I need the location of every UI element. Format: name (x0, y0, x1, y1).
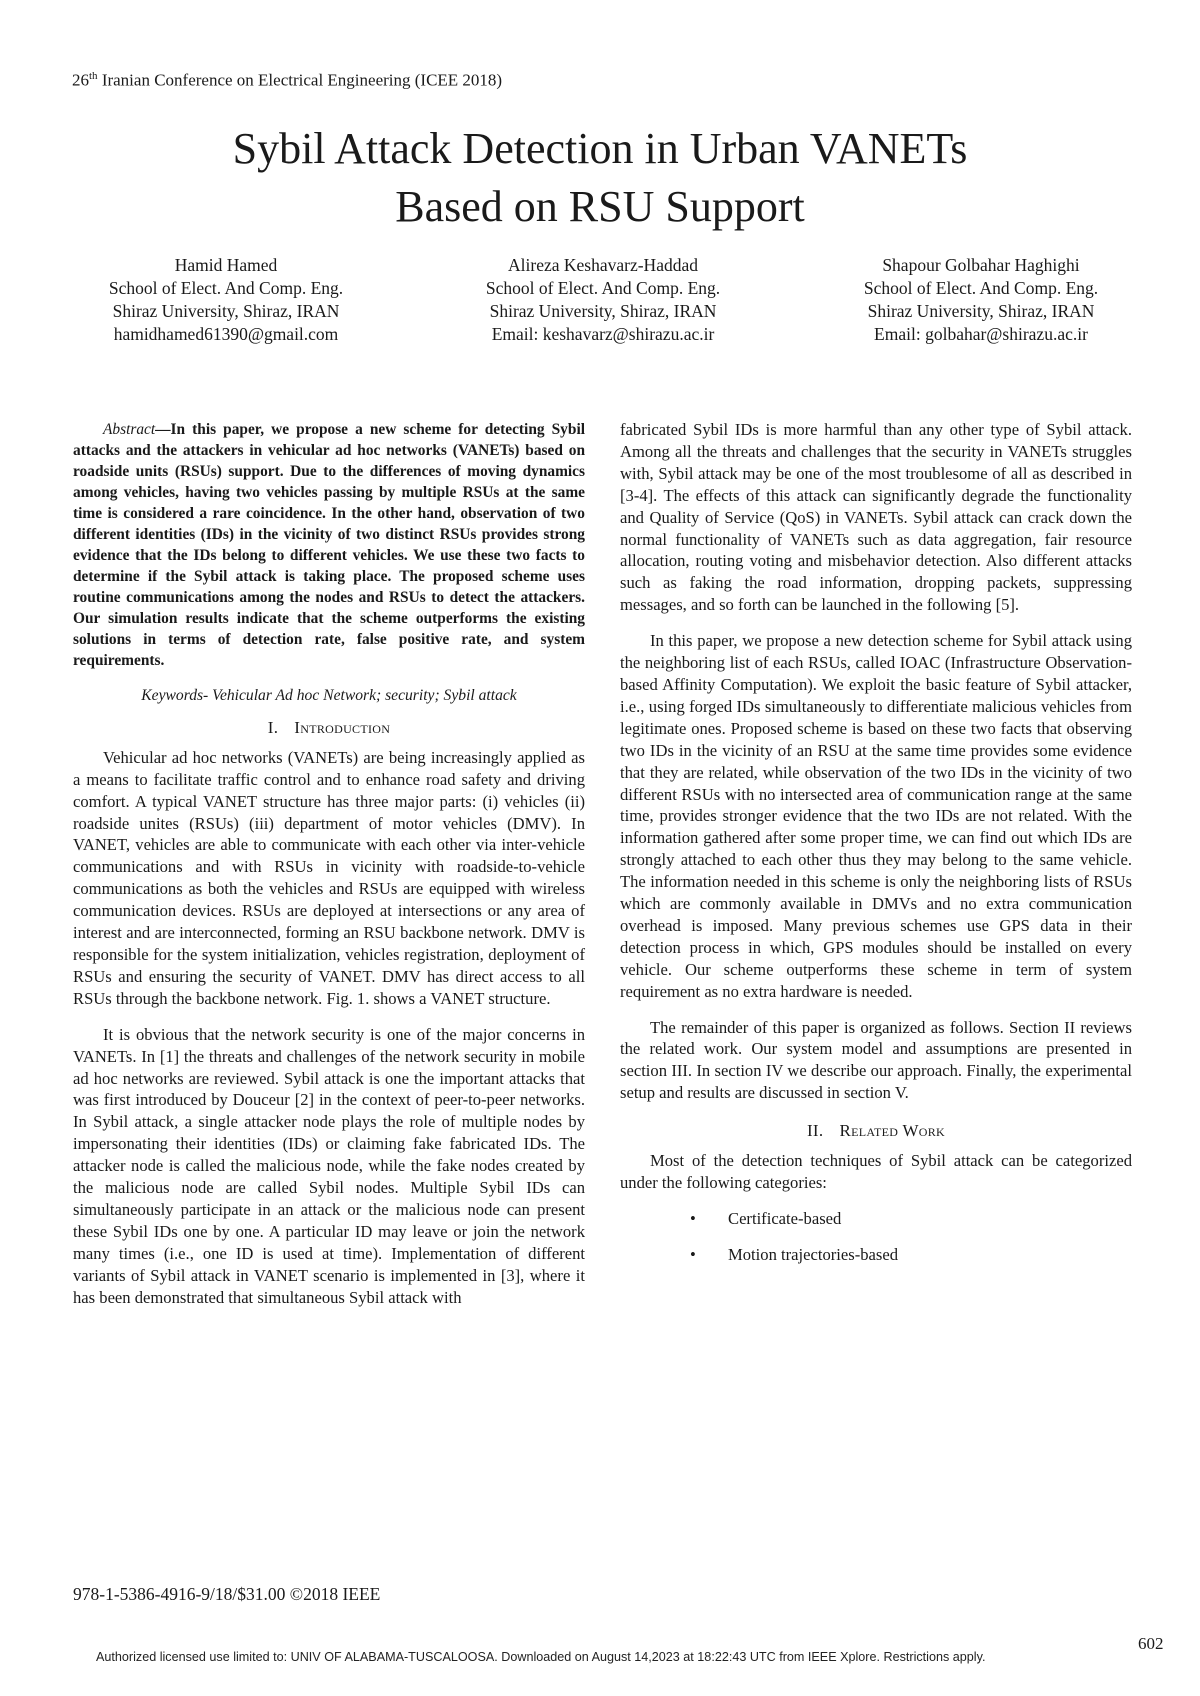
right-column (620, 419, 1132, 1280)
list-item-text: Certificate-based (728, 1208, 842, 1228)
author-1 (66, 254, 386, 346)
author-university: Shiraz University, Shiraz, IRAN (489, 301, 717, 321)
intro-paragraph-2: It is obvious that the network security is one of the major concerns in VANETs. In [1] the threats and challenges of the network security in mobile ad hoc networks are reviewed. Sybil attack is one the important attacks that was first introduced by Douceur [2] in the context of peer-to-peer networks. In Sybil attack, a single attacker node plays the role of multiple nodes by impersonating their identities (IDs) or claiming fake fabricated IDs. The attacker node is called the malicious node, while the fake nodes created by the malicious node are called Sybil nodes. Multiple Sybil IDs can simultaneously participate in an attack or the malicious node can present these Sybil IDs one by one. A particular ID may leave or join the network many times (i.e., one ID is used at time). Implementation of different variants of Sybil attack in VANET scenario is implemented in [3], where it has been demonstrated that simultaneous Sybil attack with (73, 1024, 585, 1307)
author-university: Shiraz University, Shiraz, IRAN (112, 301, 340, 321)
conference-header (72, 70, 502, 91)
author-email: Email: keshavarz@shirazu.ac.ir (491, 324, 715, 344)
author-name: Shapour Golbahar Haghighi (882, 255, 1080, 275)
license-footer: Authorized licensed use limited to: UNIV OF ALABAMA-TUSCALOOSA. Downloaded on August 14,2023 at 18:22:43 UTC from IEEE Xplore. Restrictions apply. (96, 1650, 986, 1664)
abstract-body: —In this paper, we propose a new scheme for detecting Sybil attacks and the attackers in vehicular ad hoc networks (VANETs) based on roadside units (RSUs) support. Due to the differences of moving dynamics among vehicles, having two vehicles passing by multiple RSUs at the same time is considered a rare coincidence. In the other hand, observation of two different identities (IDs) in the vicinity of two distinct RSUs provides strong evidence that the IDs belong to different vehicles. We use these two facts to determine if the Sybil attack is taking place. The proposed scheme uses routine communications among the nodes and RSUs to detect the attackers. Our simulation results indicate that the scheme outperforms the existing solutions in terms of detection rate, false positive rate, and system requirements. (73, 421, 585, 669)
category-list (620, 1208, 1132, 1266)
abstract (73, 419, 585, 671)
section-heading-related-work (620, 1120, 1132, 1142)
list-item-text: Motion trajectories-based (728, 1244, 899, 1264)
bullet-icon: • (690, 1244, 696, 1264)
intro-paragraph-4: In this paper, we propose a new detection scheme for Sybil attack using the neighboring list of each RSUs, called IOAC (Infrastructure Observation-based Affinity Computation). We exploit the basic feature of Sybil attacker, i.e., using forged IDs simultaneously to differentiate malicious vehicles from legitimate ones. Proposed scheme is based on these two facts that observing two IDs in the vicinity of an RSU at the same time provides some evidence that they are related, while observation of the two IDs in the vicinity of two different RSUs with no intersected area of communication range at the same time, provides stronger evidence that the two IDs are not related. With the information gathered after some proper time, we can find out which IDs are strongly attached to each other thus they may belong to the same vehicle. The information needed in this scheme is only the neighboring lists of RSUs which are commonly available in DMVs and no extra communication overhead is imposed. Many previous schemes use GPS data in their detection process in which, GPS modules should be installed on every vehicle. Our scheme outperforms these scheme in term of system requirement as no extra hardware is needed. (620, 631, 1132, 1001)
section-number: II. (806, 1121, 824, 1141)
paper-title-line-2: Based on RSU Support (395, 182, 805, 231)
intro-paragraph-5: The remainder of this paper is organized as follows. Section II reviews the related work. Our system model and assumptions are presented in section III. In section IV we describe our approach. Finally, the experimental setup and results are discussed in section V. (620, 1017, 1132, 1103)
author-department: School of Elect. And Comp. Eng. (863, 278, 1099, 298)
author-university: Shiraz University, Shiraz, IRAN (867, 301, 1095, 321)
conference-prefix: 26 (72, 70, 89, 90)
bullet-icon: • (690, 1208, 696, 1228)
paper-title-line-1: Sybil Attack Detection in Urban VANETs (232, 124, 968, 173)
abstract-lead: Abstract (103, 421, 156, 438)
author-email: hamidhamed61390@gmail.com (113, 324, 339, 344)
list-item (690, 1208, 1132, 1230)
section-heading-introduction (73, 717, 585, 739)
author-name: Alireza Keshavarz-Haddad (508, 255, 698, 275)
paper-title (0, 120, 1200, 236)
author-name: Hamid Hamed (174, 255, 278, 275)
conference-superscript: th (89, 70, 98, 82)
author-email: Email: golbahar@shirazu.ac.ir (874, 324, 1088, 344)
related-work-paragraph-1: Most of the detection techniques of Sybil attack can be categorized under the following categories: (620, 1151, 1132, 1192)
author-department: School of Elect. And Comp. Eng. (108, 278, 344, 298)
keywords: Keywords- Vehicular Ad hoc Network; security; Sybil attack (141, 687, 517, 704)
intro-paragraph-3: fabricated Sybil IDs is more harmful than any other type of Sybil attack. Among all the threats and challenges that the security in VANETs struggles with, Sybil attack may be one of the most troublesome of all as described in [3-4]. The effects of this attack can significantly degrade the functionality and Quality of Service (QoS) in VANETs. Sybil attack can crack down the normal functionality of VANETs such as data aggregation, fair resource allocation, routing voting and misbehavior detection. Also different attacks such as faking the road information, dropping packets, suppressing messages, and so forth can be launched in the following [5]. (620, 420, 1132, 615)
author-2 (443, 254, 763, 346)
section-number: I. (267, 717, 279, 737)
copyright-notice: 978-1-5386-4916-9/18/$31.00 ©2018 IEEE (73, 1584, 381, 1604)
list-item (690, 1244, 1132, 1266)
intro-paragraph-1: Vehicular ad hoc networks (VANETs) are being increasingly applied as a means to facilitate traffic control and to enhance road safety and driving comfort. A typical VANET structure has three major parts: (i) vehicles (ii) roadside unites (RSUs) (iii) department of motor vehicles (DMV). In VANET, vehicles are able to communicate with each other via inter-vehicle communications and with RSUs in vicinity with roadside-to-vehicle communications as both the vehicles and RSUs are equipped with wireless communication devices. RSUs are deployed at intersections or any area of interest and are interconnected, forming an RSU backbone network. DMV is responsible for the system initialization, vehicles registration, deployment of RSUs and ensuring the security of VANET. DMV has direct access to all RSUs through the backbone network. Fig. 1. shows a VANET structure. (73, 747, 585, 1008)
page-number: 602 (1138, 1634, 1164, 1653)
section-title: Introduction (294, 717, 391, 737)
section-title: Related Work (839, 1121, 946, 1141)
conference-name: Iranian Conference on Electrical Engineering (ICEE 2018) (97, 70, 503, 90)
author-department: School of Elect. And Comp. Eng. (485, 278, 721, 298)
left-column (73, 419, 585, 1308)
author-3 (821, 254, 1141, 346)
